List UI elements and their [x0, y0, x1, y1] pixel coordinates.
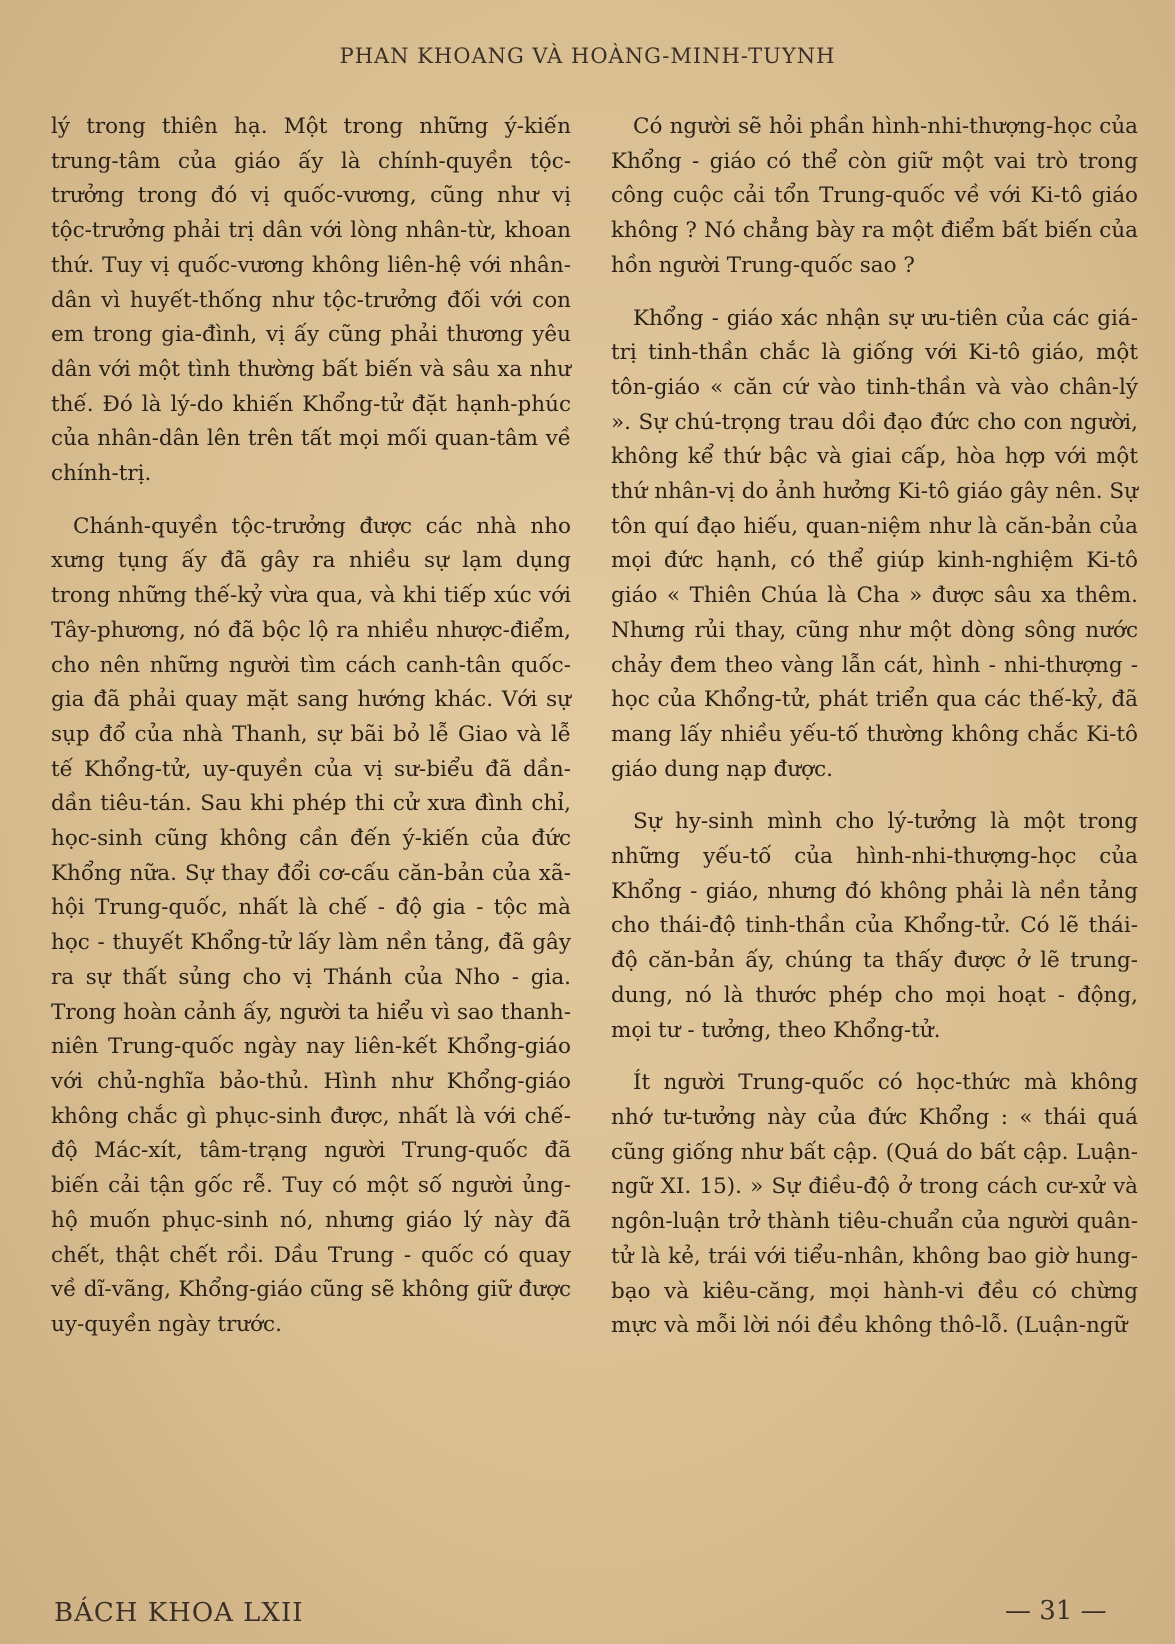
paragraph: Sự hy-sinh mình cho lý-tưởng là một trong những yếu-tố của hình-nhi-thượng-học của Khổng - giáo, nhưng đó không phải là nền tảng cho thái-độ tinh-thần của Khổng-tử. Có lẽ thái-độ căn-bản ấy, chúng ta thấy được ở lẽ trung-dung, nó là thước phép cho mọi hoạt - động, mọi tư - tưởng, theo Khổng-tử.	[611, 809, 1138, 1043]
paragraph: Khổng - giáo xác nhận sự ưu-tiên của các giá-trị tinh-thần chắc là giống với Ki-tô giáo, một tôn-giáo « căn cứ vào tinh-thần và vào chân-lý ». Sự chú-trọng trau dồi đạo đức cho con người, không kể thứ bậc và giai cấp, hòa hợp với một thứ nhân-vị do ảnh hưởng Ki-tô giáo gây nên. Sự tôn quí đạo hiếu, quan-niệm như là căn-bản của mọi đức hạnh, có thể giúp kinh-nghiệm Ki-tô giáo « Thiên Chúa là Cha » được sâu xa thêm. Nhưng rủi thay, cũng như một dòng sông nước chảy đem theo vàng lẫn cát, hình - nhi-thượng - học của Khổng-tử, phát triển qua các thế-kỷ, đã mang lấy nhiều yếu-tố thường không chắc Ki-tô giáo dung nạp được.	[611, 305, 1138, 782]
right-column	[611, 110, 1138, 1362]
paragraph: Ít người Trung-quốc có học-thức mà không nhớ tư-tưởng này của đức Khổng : « thái quá cũng giống như bất cập. (Quá do bất cập. Luận-ngữ XI. 15). » Sự điều-độ ở trong cách cư-xử và ngôn-luận trở thành tiêu-chuẩn của người quân-tử là kẻ, trái với tiểu-nhân, không bao giờ hung-bạo và kiêu-căng, mọi hành-vi đều có chừng mực và mỗi lời nói đều không thô-lỗ. (Luận-ngữ	[611, 1070, 1138, 1339]
journal-footer: BÁCH KHOA LXII	[54, 1598, 304, 1628]
paragraph: lý trong thiên hạ. Một trong những ý-kiến trung-tâm của giáo ấy là chính-quyền tộc-trưởng trong đó vị quốc-vương, cũng như vị tộc-trưởng phải trị dân với lòng nhân-từ, khoan thứ. Tuy vị quốc-vương không liên-hệ với nhân-dân vì huyết-thống như tộc-trưởng đối với con em trong gia-đình, vị ấy cũng phải thương yêu dân với một tình thường bất biến và sâu xa như thế. Đó là lý-do khiến Khổng-tử đặt hạnh-phúc của nhân-dân lên trên tất mọi mối quan-tâm về chính-trị.	[51, 114, 571, 487]
paragraph: Chánh-quyền tộc-trưởng được các nhà nho xưng tụng ấy đã gây ra nhiều sự lạm dụng trong những thế-kỷ vừa qua, và khi tiếp xúc với Tây-phương, nó đã bộc lộ ra nhiều nhược-điểm, cho nên những người tìm cách canh-tân quốc-gia đã phải quay mặt sang hướng khác. Với sự sụp đổ của nhà Thanh, sự bãi bỏ lễ Giao và lễ tế Khổng-tử, uy-quyền của vị sư-biểu đã dần-dần tiêu-tán. Sau khi phép thi cử xưa đình chỉ, học-sinh cũng không cần đến ý-kiến của đức Khổng nữa. Sự thay đổi cơ-cấu căn-bản của xã-hội Trung-quốc, nhất là chế - độ gia - tộc mà học - thuyết Khổng-tử lấy làm nền tảng, đã gây ra sự thất sủng cho vị Thánh của Nho - gia. Trong hoàn cảnh ấy, người ta hiểu vì sao thanh-niên Trung-quốc ngày nay liên-kết Khổng-giáo với chủ-nghĩa bảo-thủ. Hình như Khổng-giáo không chắc gì phục-sinh được, nhất là với chế-độ Mác-xít, tâm-trạng người Trung-quốc đã biến cải tận gốc rễ. Tuy có một số người ủng-hộ muốn phục-sinh nó, nhưng giáo lý này đã chết, thật chết rồi. Dầu Trung - quốc có quay về dĩ-vãng, Khổng-giáo cũng sẽ không giữ được uy-quyền ngày trước.	[51, 513, 571, 1337]
page-number: — 31 —	[1005, 1596, 1107, 1626]
paragraph: Có người sẽ hỏi phần hình-nhi-thượng-học của Khổng - giáo có thể còn giữ một vai trò trong công cuộc cải tổn Trung-quốc về với Ki-tô giáo không ? Nó chẳng bày ra một điểm bất biến của hồn người Trung-quốc sao ?	[611, 114, 1138, 278]
running-header: PHAN KHOANG VÀ HOÀNG-MINH-TUYNH	[339, 44, 836, 68]
left-column	[51, 110, 571, 1361]
